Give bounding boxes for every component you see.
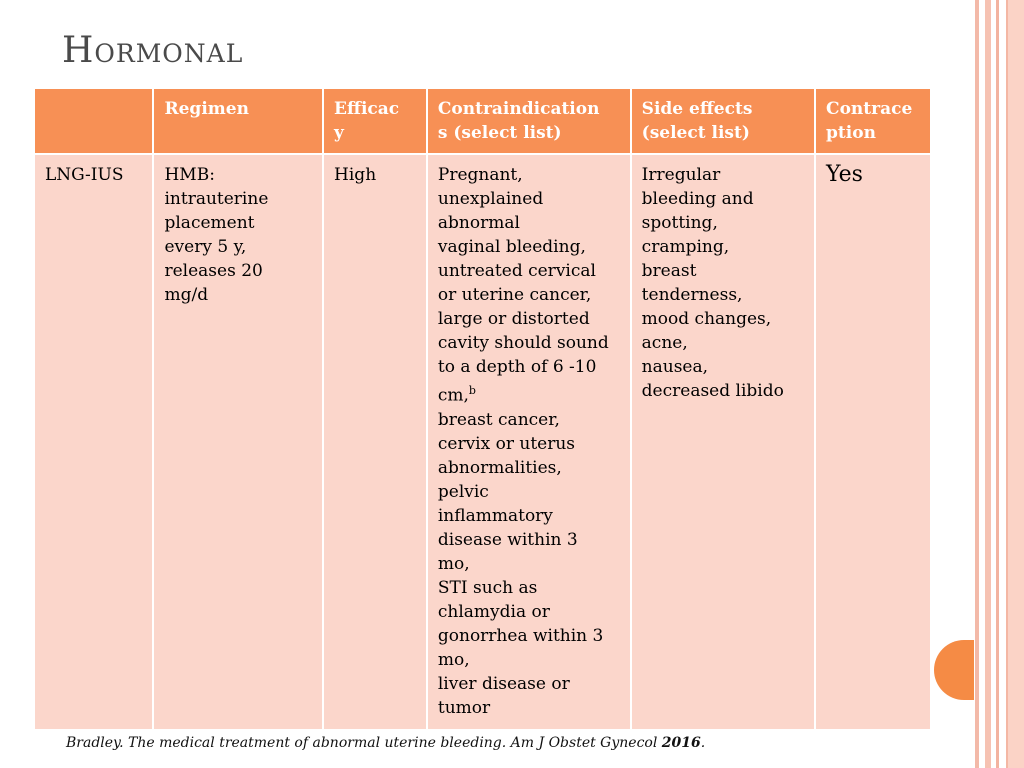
contraindications-text-b: breast cancer, cervix or uterus abnormalities, pelvic inflammatory disease within 3 mo, STI such as chlamydia or gonorrhea within 3 mo, liver disease or tumor (437, 409, 604, 718)
header-cell-efficacy: Efficac y (324, 89, 426, 153)
contraindications-text-a: Pregnant, unexplained abnormal vaginal bleeding, untreated cervical or uterine cancer, large or distorted cavity should sound to a depth of 6 -10 cm, (437, 165, 609, 406)
table-row (35, 155, 930, 729)
decorative-stripe (975, 0, 979, 768)
slide-title: Hormonal (62, 30, 244, 71)
treatment-table (33, 87, 932, 731)
cell-device: LNG-IUS (35, 155, 152, 729)
decorative-stripe (1006, 0, 1024, 768)
citation (66, 735, 705, 751)
decorative-stripe (985, 0, 991, 768)
citation-text: Bradley. The medical treatment of abnormal uterine bleeding. Am J Obstet Gynecol (66, 735, 662, 751)
decorative-stripe (996, 0, 999, 768)
header-cell-contraception: Contrace ption (816, 89, 930, 153)
header-cell-contraindications: Contraindication s (select list) (428, 89, 630, 153)
citation-end: . (700, 735, 706, 751)
cell-contraception: Yes (816, 155, 930, 729)
cell-side-effects: Irregular bleeding and spotting, cramping, breast tenderness, mood changes, acne, nausea, decreased libido (632, 155, 814, 729)
decorative-circle (934, 640, 974, 700)
table-header-row (35, 89, 930, 153)
cell-contraindications (428, 155, 630, 729)
footnote-marker: b (468, 384, 476, 397)
citation-year: 2016 (661, 735, 701, 751)
cell-regimen: HMB: intrauterine placement every 5 y, releases 20 mg/d (154, 155, 322, 729)
header-cell-empty (35, 89, 152, 153)
header-cell-side-effects: Side effects (select list) (632, 89, 814, 153)
header-cell-regimen: Regimen (154, 89, 322, 153)
cell-efficacy: High (324, 155, 426, 729)
